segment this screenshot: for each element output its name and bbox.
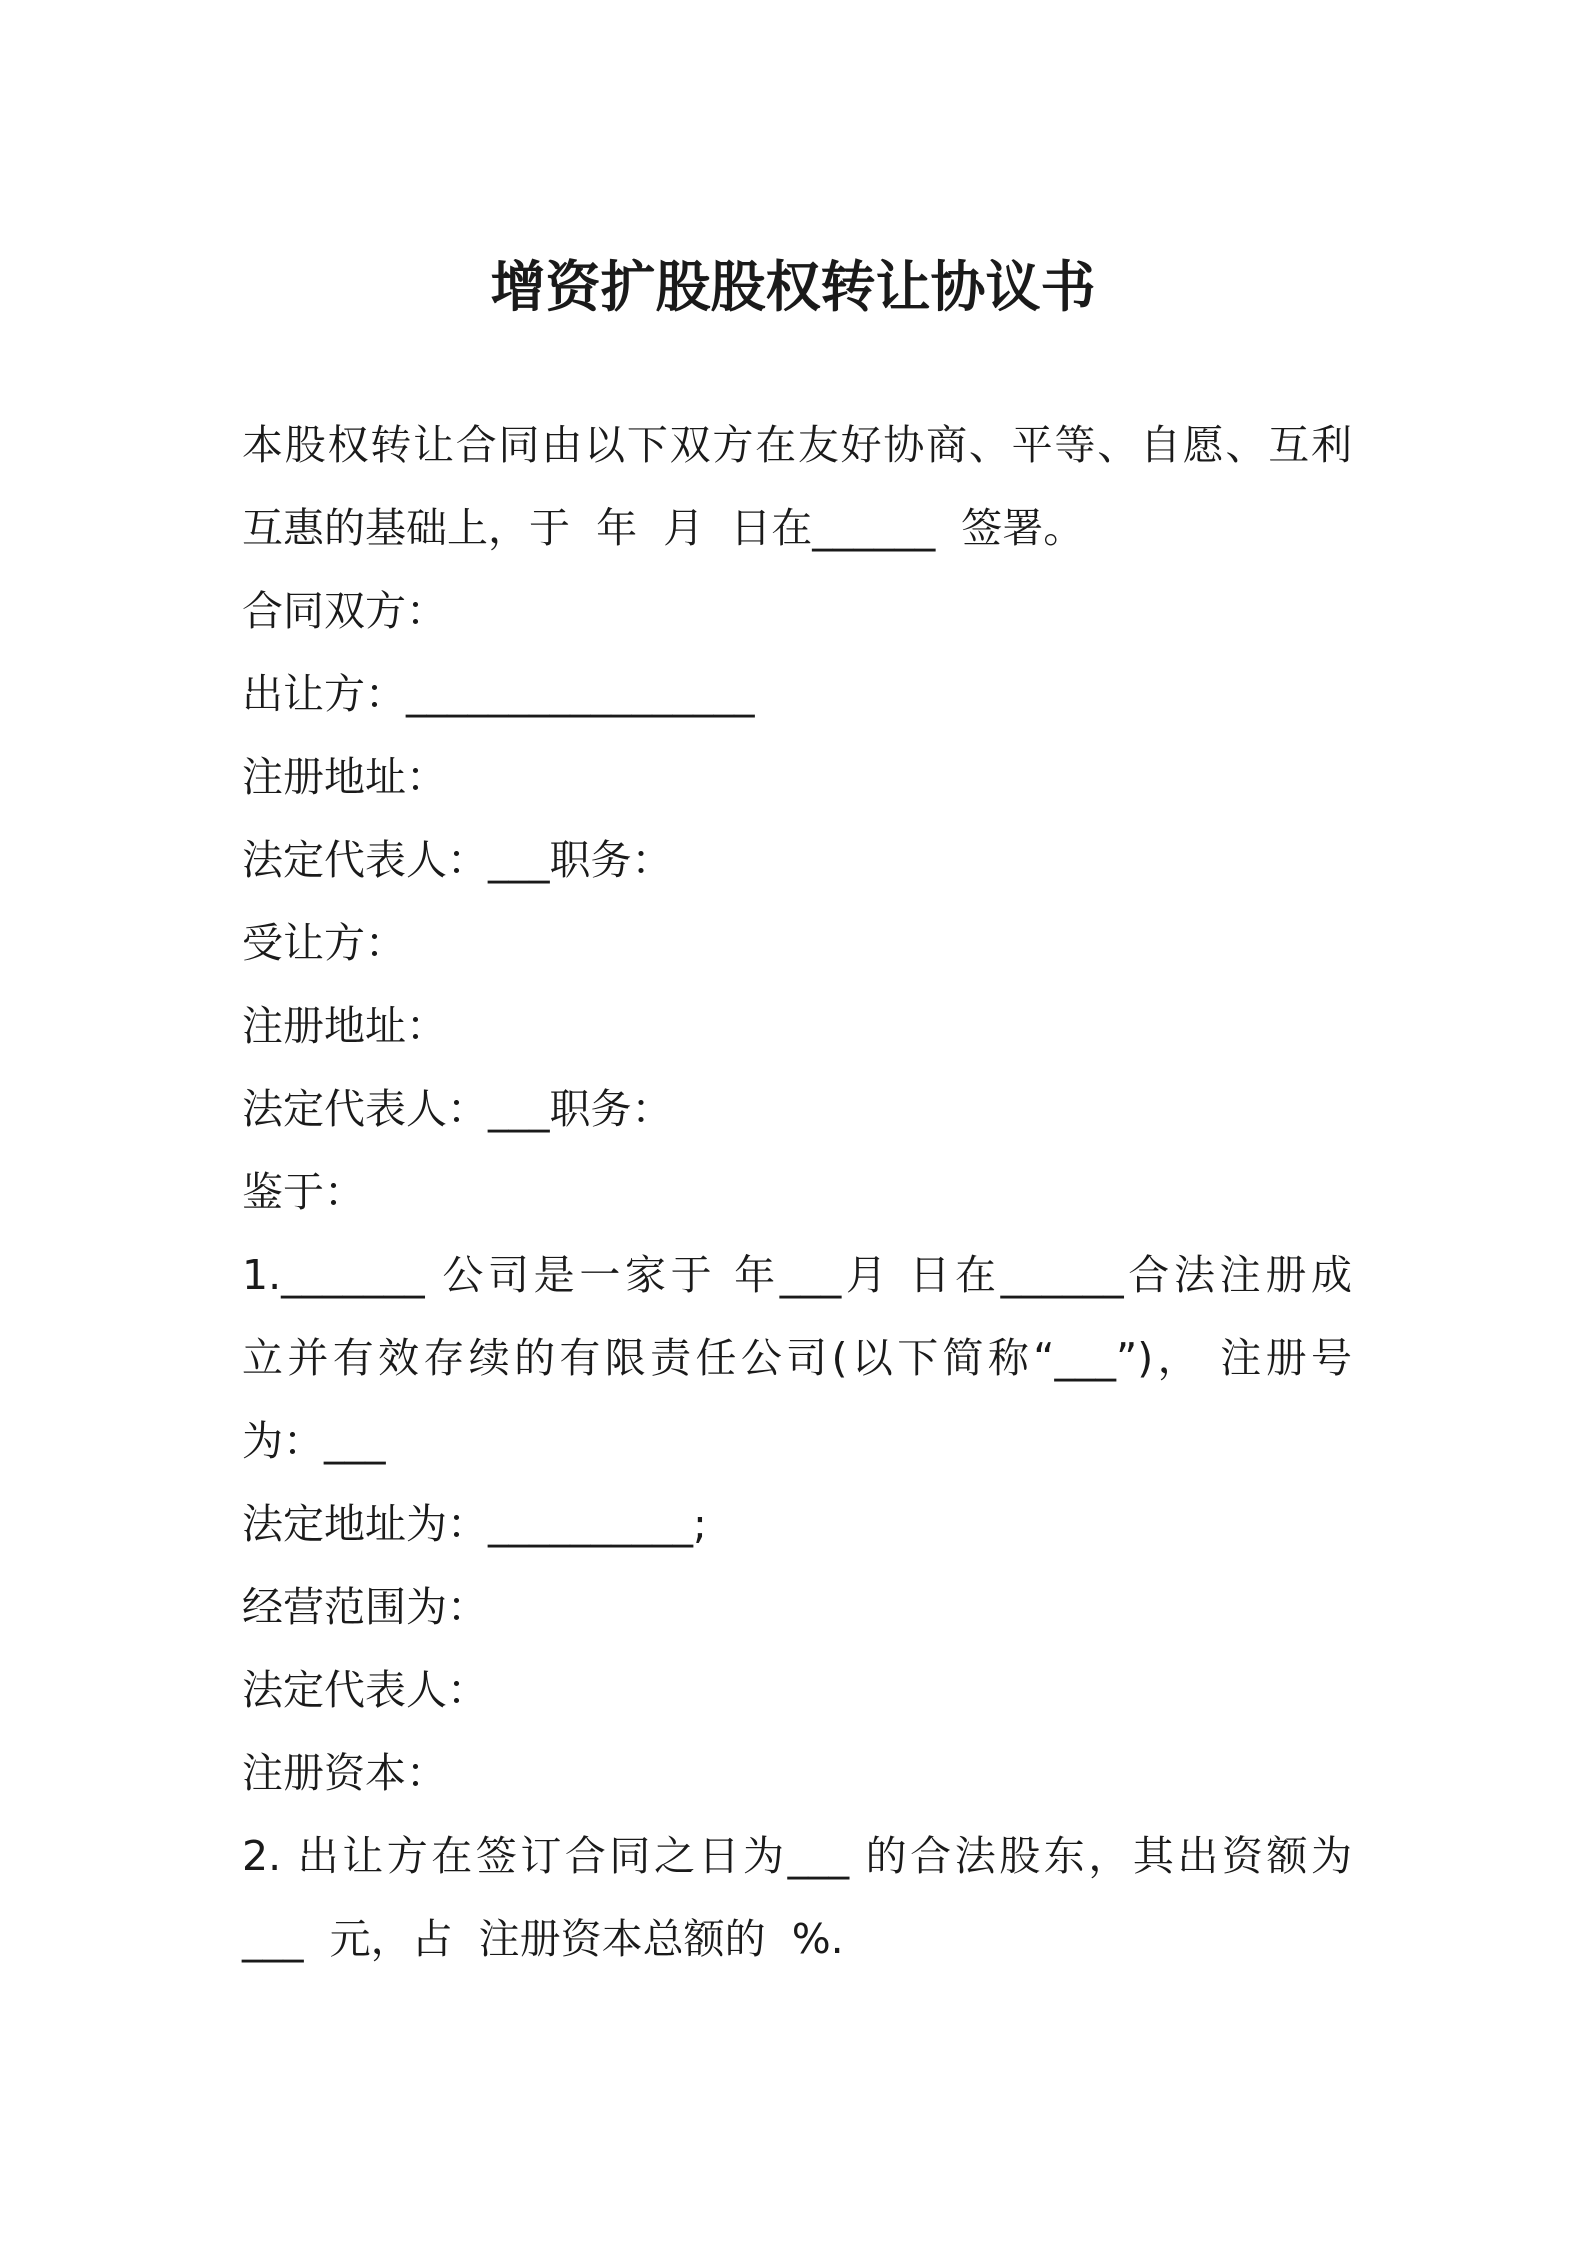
transferee-representative-line: 法定代表人：___职务： (242, 1085, 673, 1133)
legal-representative-line: 法定代表人： (242, 1666, 488, 1714)
transferor-representative-line: 法定代表人：___职务： (242, 836, 673, 884)
clause-2-line-1: 2. 出让方在签订合同之日为___ 的合法股东，其出资额为 (242, 1832, 1352, 1880)
transferor-address-line: 注册地址： (242, 753, 447, 801)
parties-heading: 合同双方： (242, 587, 447, 635)
clause-1-line-3: 为：___ (242, 1417, 386, 1465)
transferee-line: 受让方： (242, 919, 406, 967)
business-scope-line: 经营范围为： (242, 1583, 488, 1631)
transferee-address-line: 注册地址： (242, 1002, 447, 1050)
clause-2-line-2: ___ 元，占 注册资本总额的 %. (242, 1915, 844, 1963)
legal-address-line: 法定地址为：__________; (242, 1500, 707, 1548)
clause-1-line-1: 1._______ 公司是一家于 年___月 日在______合法注册成 (242, 1251, 1352, 1299)
clause-1-line-2: 立并有效存续的有限责任公司(以下简称“___”)， 注册号 (242, 1334, 1352, 1382)
intro-line-1: 本股权转让合同由以下双方在友好协商、平等、自愿、互利 (242, 421, 1352, 469)
document-body (242, 409, 1352, 1986)
transferor-line: 出让方：_________________ (242, 670, 755, 718)
intro-line-2: 互惠的基础上，于 年 月 日在______ 签署。 (242, 504, 1085, 552)
registered-capital-line: 注册资本： (242, 1749, 447, 1797)
whereas-heading: 鉴于： (242, 1168, 365, 1216)
document-title: 增资扩股股权转让协议书 (490, 255, 1096, 319)
